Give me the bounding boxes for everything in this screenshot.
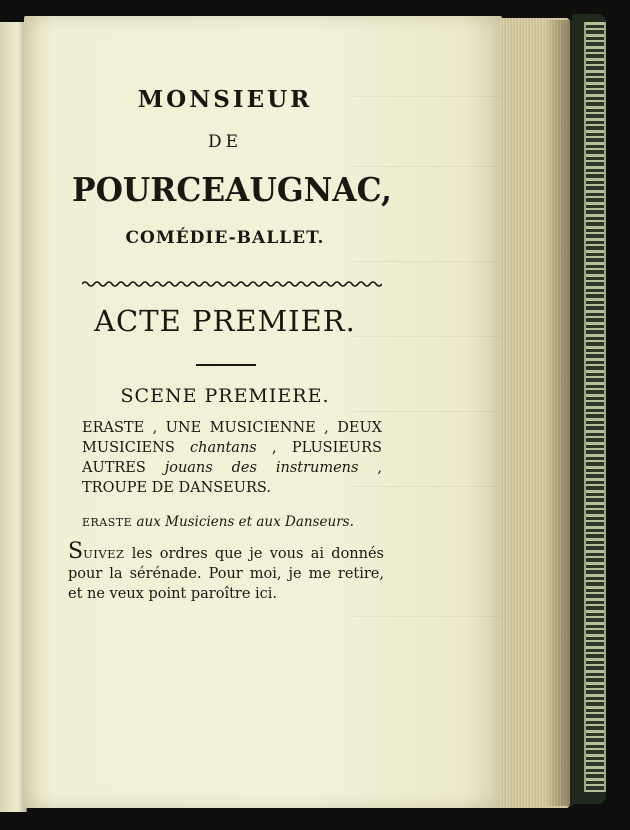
cast-part: , TROUPE DE DANSEURS. bbox=[82, 460, 382, 496]
short-rule-divider bbox=[196, 364, 256, 366]
cast-part: ERASTE , UNE MUSICIENNE , DEUX MUSICIENS bbox=[82, 420, 382, 456]
cast-part-italic: jouans des instrumens bbox=[164, 460, 359, 476]
stage-speaker: ERASTE bbox=[82, 516, 133, 529]
left-page-edge bbox=[0, 22, 27, 812]
speech-dropcap: S bbox=[68, 539, 84, 564]
cast-part-italic: chantans bbox=[190, 440, 257, 456]
binding-greek-key-pattern bbox=[584, 22, 606, 792]
cast-part: , PLUSIEURS AUTRES bbox=[82, 440, 382, 476]
stage-direction bbox=[82, 513, 382, 532]
title-line-1: MONSIEUR bbox=[137, 86, 313, 113]
page-stack-shadow bbox=[545, 20, 573, 806]
stage-direction-text: aux Musiciens et aux Danseurs. bbox=[136, 514, 354, 530]
title-line-2: DE bbox=[207, 132, 243, 152]
scene-heading: SCENE PREMIERE. bbox=[120, 385, 330, 407]
speech-text: les ordres que je vous ai donnés pour la sérénade. Pour moi, je me retire, et ne veux point paroître ici. bbox=[68, 546, 384, 602]
wavy-rule-divider bbox=[82, 280, 382, 288]
title-line-3: POURCEAUGNAC, bbox=[72, 170, 392, 209]
title-subtitle: COMÉDIE-BALLET. bbox=[125, 228, 325, 248]
speech-paragraph bbox=[68, 539, 384, 604]
act-heading: ACTE PREMIER. bbox=[94, 304, 356, 338]
cast-list bbox=[82, 418, 382, 498]
speech-smallcaps: UIVEZ bbox=[83, 547, 125, 561]
